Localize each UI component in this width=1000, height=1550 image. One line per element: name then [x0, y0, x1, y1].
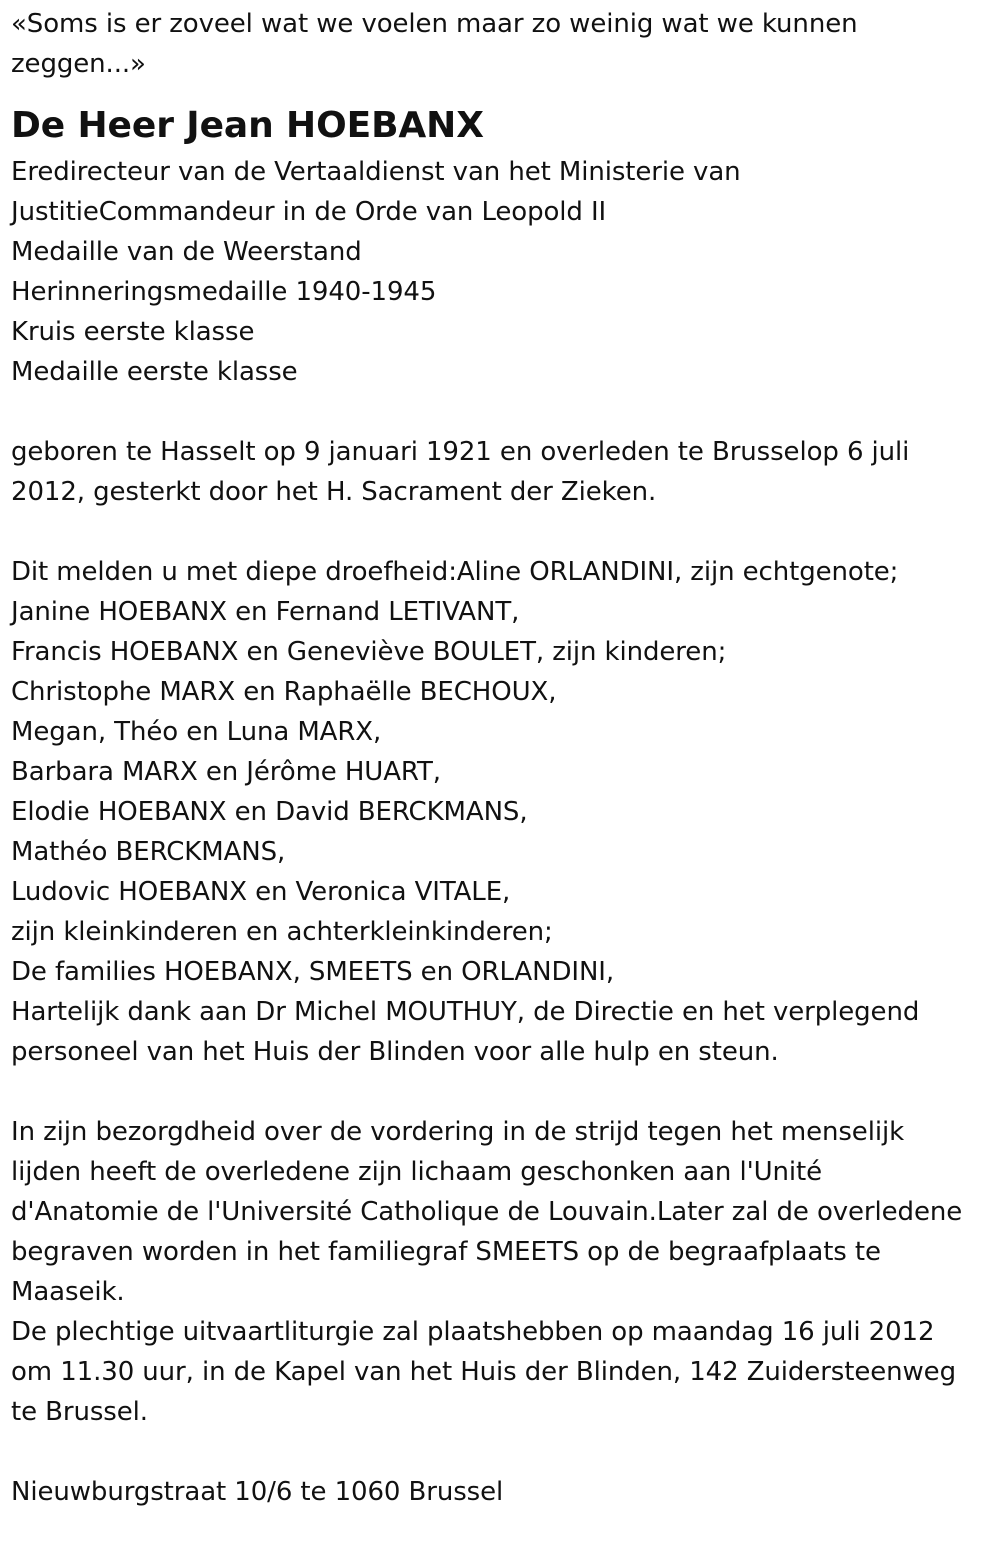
- family-announcement: [11, 552, 996, 1072]
- text-line: De plechtige uitvaartliturgie zal plaatshebben op maandag 16 juli 2012: [11, 1317, 935, 1347]
- text-line: om 11.30 uur, in de Kapel van het Huis der Blinden, 142 Zuidersteenweg: [11, 1357, 956, 1387]
- family-address: Nieuwburgstraat 10/6 te 1060 Brussel: [11, 1477, 504, 1507]
- honor-line: Eredirecteur van de Vertaaldienst van het Ministerie van: [11, 157, 741, 187]
- quote-block: [11, 4, 996, 84]
- text-line: te Brussel.: [11, 1397, 148, 1427]
- honor-line: Medaille van de Weerstand: [11, 237, 362, 267]
- text-line: lijden heeft de overledene zijn lichaam geschonken aan l'Unité: [11, 1157, 823, 1187]
- text-line: Maaseik.: [11, 1277, 125, 1307]
- family-line: Ludovic HOEBANX en Veronica VITALE,: [11, 877, 511, 907]
- family-line: Barbara MARX en Jérôme HUART,: [11, 757, 441, 787]
- family-line: Hartelijk dank aan Dr Michel MOUTHUY, de Directie en het verplegend: [11, 997, 920, 1027]
- deceased-name: De Heer Jean HOEBANX: [11, 105, 484, 146]
- honor-line: Kruis eerste klasse: [11, 317, 255, 347]
- paragraph-gap: [11, 392, 996, 432]
- family-line: personeel van het Huis der Blinden voor alle hulp en steun.: [11, 1037, 779, 1067]
- family-line: Mathéo BERCKMANS,: [11, 837, 286, 867]
- family-line: Janine HOEBANX en Fernand LETIVANT,: [11, 597, 520, 627]
- honors-list: [11, 152, 996, 392]
- honor-line: Herinneringsmedaille 1940-1945: [11, 277, 437, 307]
- text-line: d'Anatomie de l'Université Catholique de Louvain.Later zal de overledene: [11, 1197, 963, 1227]
- text-line: In zijn bezorgdheid over de vordering in de strijd tegen het menselijk: [11, 1117, 905, 1147]
- text-line: begraven worden in het familiegraf SMEETS op de begraafplaats te: [11, 1237, 881, 1267]
- paragraph-gap: [11, 1432, 996, 1472]
- funeral-details: [11, 1112, 996, 1432]
- text-line: 2012, gesterkt door het H. Sacrament der Zieken.: [11, 477, 657, 507]
- paragraph-gap: [11, 1072, 996, 1112]
- text-line: geboren te Hasselt op 9 januari 1921 en overleden te Brusselop 6 juli: [11, 437, 910, 467]
- honor-line: Medaille eerste klasse: [11, 357, 298, 387]
- family-line: Megan, Théo en Luna MARX,: [11, 717, 382, 747]
- honor-line: JustitieCommandeur in de Orde van Leopold II: [11, 197, 607, 227]
- family-line: zijn kleinkinderen en achterkleinkinderen;: [11, 917, 553, 947]
- family-line: Francis HOEBANX en Geneviève BOULET, zijn kinderen;: [11, 637, 727, 667]
- family-line: De families HOEBANX, SMEETS en ORLANDINI,: [11, 957, 615, 987]
- quote-line: «Soms is er zoveel wat we voelen maar zo weinig wat we kunnen: [11, 9, 858, 39]
- quote-line: zeggen...»: [11, 49, 146, 79]
- paragraph-gap: [11, 512, 996, 552]
- obituary-notice: [11, 4, 996, 1512]
- birth-death-paragraph: [11, 432, 996, 512]
- family-line: Christophe MARX en Raphaëlle BECHOUX,: [11, 677, 557, 707]
- family-line: Elodie HOEBANX en David BERCKMANS,: [11, 797, 528, 827]
- family-line: Dit melden u met diepe droefheid:Aline ORLANDINI, zijn echtgenote;: [11, 557, 899, 587]
